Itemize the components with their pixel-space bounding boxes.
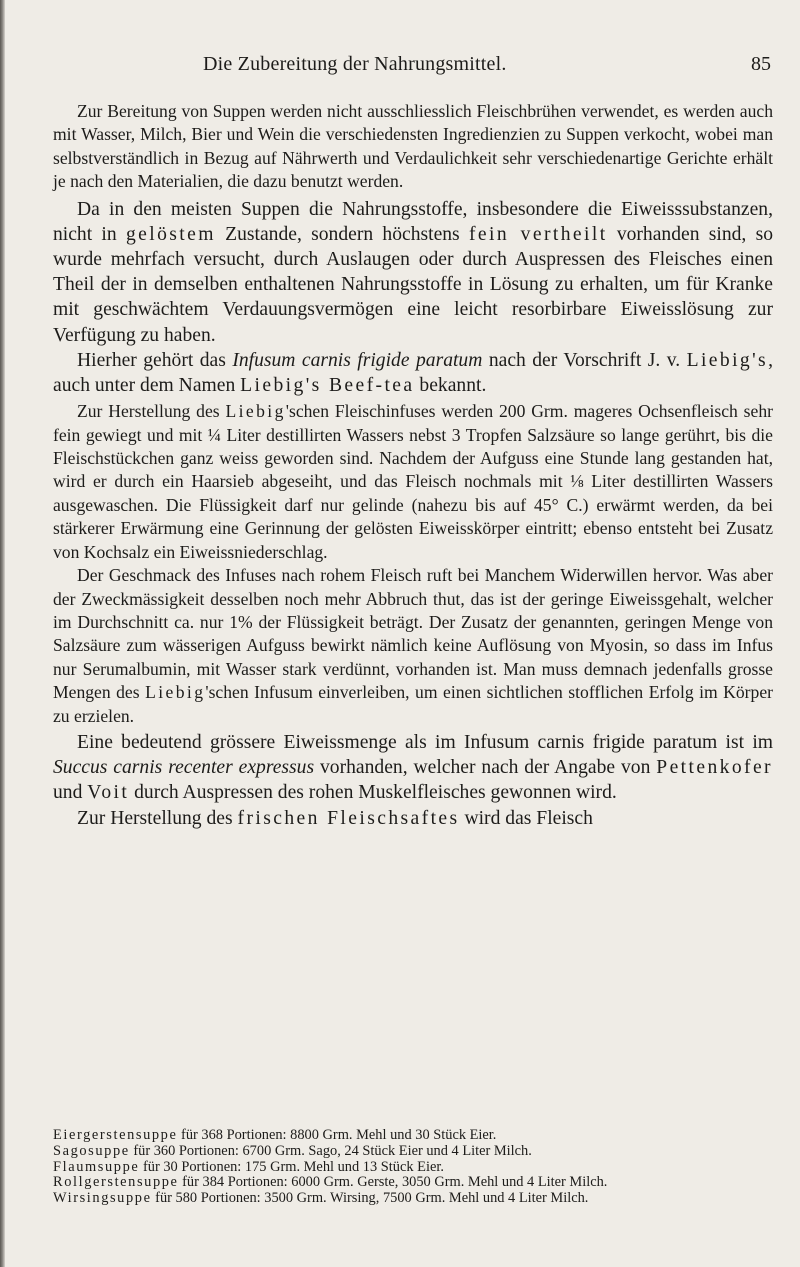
footnote-text: für 580 Portionen: 3500 Grm. Wirsing, 7500 Grm. Mehl und 4 Liter Milch.: [151, 1190, 589, 1207]
footnote-soup-name: Eiergerstensuppe: [53, 1127, 178, 1143]
paragraph-fresh-meat-juice: [53, 806, 773, 831]
main-text: [53, 100, 773, 831]
text-run: 'schen Fleischinfuses werden 200 Grm. mageres Ochsenfleisch sehr fein gewiegt und mit ¼ Liter destillirten Wassers nebst 3 Tropfen Salzsäure so lange gerührt, bis die Fleischstückchen ganz weiss geworden sind. Nachdem der Aufguss eine Stunde lang gestanden hat, wird er durch ein Haarsieb abgeseiht, und das Fleisch nochmals mit ⅛ Liter destillirten Wassers ausgewaschen. Die Flüssigkeit darf nur gelinde (nahezu bis auf 45° C.) erwärmt werden, da bei stärkerer Erwärmung eine Gerinnung der gelösten Eiweisskörper eintritt; ebenso entsteht bei Zusatz von Kochsalz ein Eiweissniederschlag.: [53, 401, 773, 562]
product-name: Liebig's Beef-tea: [240, 375, 415, 397]
text-run: wird das Fleisch: [459, 807, 593, 829]
footnote-item: [53, 1128, 773, 1144]
text-run: Zur Herstellung des: [77, 807, 238, 829]
text-run: nach der Vorschrift J. v.: [482, 349, 687, 371]
running-header: [53, 53, 773, 79]
footnote-text: für 368 Portionen: 8800 Grm. Mehl und 30 Stück Eier.: [177, 1127, 497, 1143]
text-run: bekannt.: [414, 375, 487, 397]
footnotes: [53, 1128, 773, 1207]
spaced-term: gelöstem: [125, 223, 216, 245]
footnote-soup-name: Flaumsuppe: [53, 1158, 140, 1175]
paragraph-beef-tea: [53, 348, 773, 398]
footnote-item: [53, 1191, 773, 1207]
footnote-soup-name: Wirsingsuppe: [53, 1190, 152, 1207]
author-name: Liebig: [225, 401, 286, 422]
text-run: Zur Herstellung des: [77, 401, 226, 422]
text-run: vorhanden, welcher nach der Angabe von: [314, 757, 657, 779]
running-title: Die Zubereitung der Nahrungsmittel.: [203, 53, 507, 75]
spaced-term: fein vertheilt: [468, 223, 608, 245]
text-run: Da in den meisten Suppen die Nahrungsstoffe, insbesondere die Eiweisssubstanzen, nicht in: [53, 198, 773, 245]
footnote-item: [53, 1160, 773, 1176]
text-run: Zustande, sondern höchstens: [215, 223, 469, 245]
footnote-soup-name: Sagosuppe: [53, 1142, 130, 1159]
paragraph-succus-carnis: [53, 730, 773, 806]
footnote-text: für 30 Portionen: 175 Grm. Mehl und 13 Stück Eier.: [139, 1158, 444, 1175]
footnote-text: für 360 Portionen: 6700 Grm. Sago, 24 Stück Eier und 4 Liter Milch.: [129, 1142, 532, 1159]
paragraph-infusion-recipe: [53, 400, 773, 564]
spaced-term: frischen Fleischsaftes: [237, 807, 460, 829]
author-name: Liebig's: [686, 349, 769, 371]
text-run: , auch unter dem Namen: [53, 349, 773, 397]
page-binding-edge: [0, 0, 5, 1267]
text-run: Eine bedeutend grössere Eiweissmenge als im Infusum carnis frigide paratum ist im: [77, 731, 773, 753]
footnote-item: [53, 1144, 773, 1160]
text-run: durch Auspressen des rohen Muskelfleisches gewonnen wird.: [129, 782, 617, 804]
paragraph-infusion-taste: [53, 564, 773, 728]
paragraph-protein-solution: [53, 197, 773, 348]
footnote-soup-name: Rollgerstensuppe: [53, 1174, 179, 1191]
text-run: und: [53, 782, 88, 804]
text-run: vorhanden sind, so wurde mehrfach versucht, durch Auslaugen oder durch Auspressen des Fleisches einen Theil der in demselben enthaltenen Nahrungsstoffe in Lösung zu erhalten, um für Kranke mit geschwächtem Verdauungsvermögen eine leicht resorbirbare Eiweisslösung zur Verfügung zu haben.: [53, 223, 774, 346]
author-name: Pettenkofer: [656, 757, 773, 779]
author-name: Voit: [87, 782, 130, 804]
footnote-text: für 384 Portionen: 6000 Grm. Gerste, 3050 Grm. Mehl und 4 Liter Milch.: [178, 1174, 608, 1191]
text-run: Hierher gehört das: [77, 349, 233, 371]
text-run: 'schen Infusum einverleiben, um einen sichtlichen stofflichen Erfolg im Körper zu erzielen.: [53, 682, 773, 726]
paragraph-soups-ingredients: Zur Bereitung von Suppen werden nicht ausschliesslich Fleischbrühen verwendet, es werden auch mit Wasser, Milch, Bier und Wein die verschiedensten Ingredienzien zu Suppen verkocht, wobei man selbstverständlich in Bezug auf Nährwerth und Verdaulichkeit sehr verschiedenartige Gerichte erhält je nach den Materialien, die dazu benutzt werden.: [53, 101, 773, 192]
text-run: Der Geschmack des Infuses nach rohem Fleisch ruft bei Manchem Widerwillen hervor. Was aber der Zweckmässigkeit desselben noch mehr Abbruch thut, das ist der geringe Eiweissgehalt, welcher im Durchschnitt ca. nur 1% der Flüssigkeit beträgt. Der Zusatz der genannten, geringen Menge von Salzsäure zum wässerigen Aufguss bewirkt nämlich keine Auflösung von Myosin, so dass im Infus nur Serumalbumin, mit Wasser stark verdünnt, vorhanden ist. Man muss demnach jedenfalls grosse Mengen des: [53, 565, 773, 703]
latin-term: Infusum carnis frigide paratum: [232, 349, 483, 371]
footnote-item: [53, 1175, 773, 1191]
page-number: 85: [751, 53, 771, 75]
author-name: Liebig: [145, 682, 206, 703]
latin-term: Succus carnis recenter expressus: [53, 757, 315, 779]
